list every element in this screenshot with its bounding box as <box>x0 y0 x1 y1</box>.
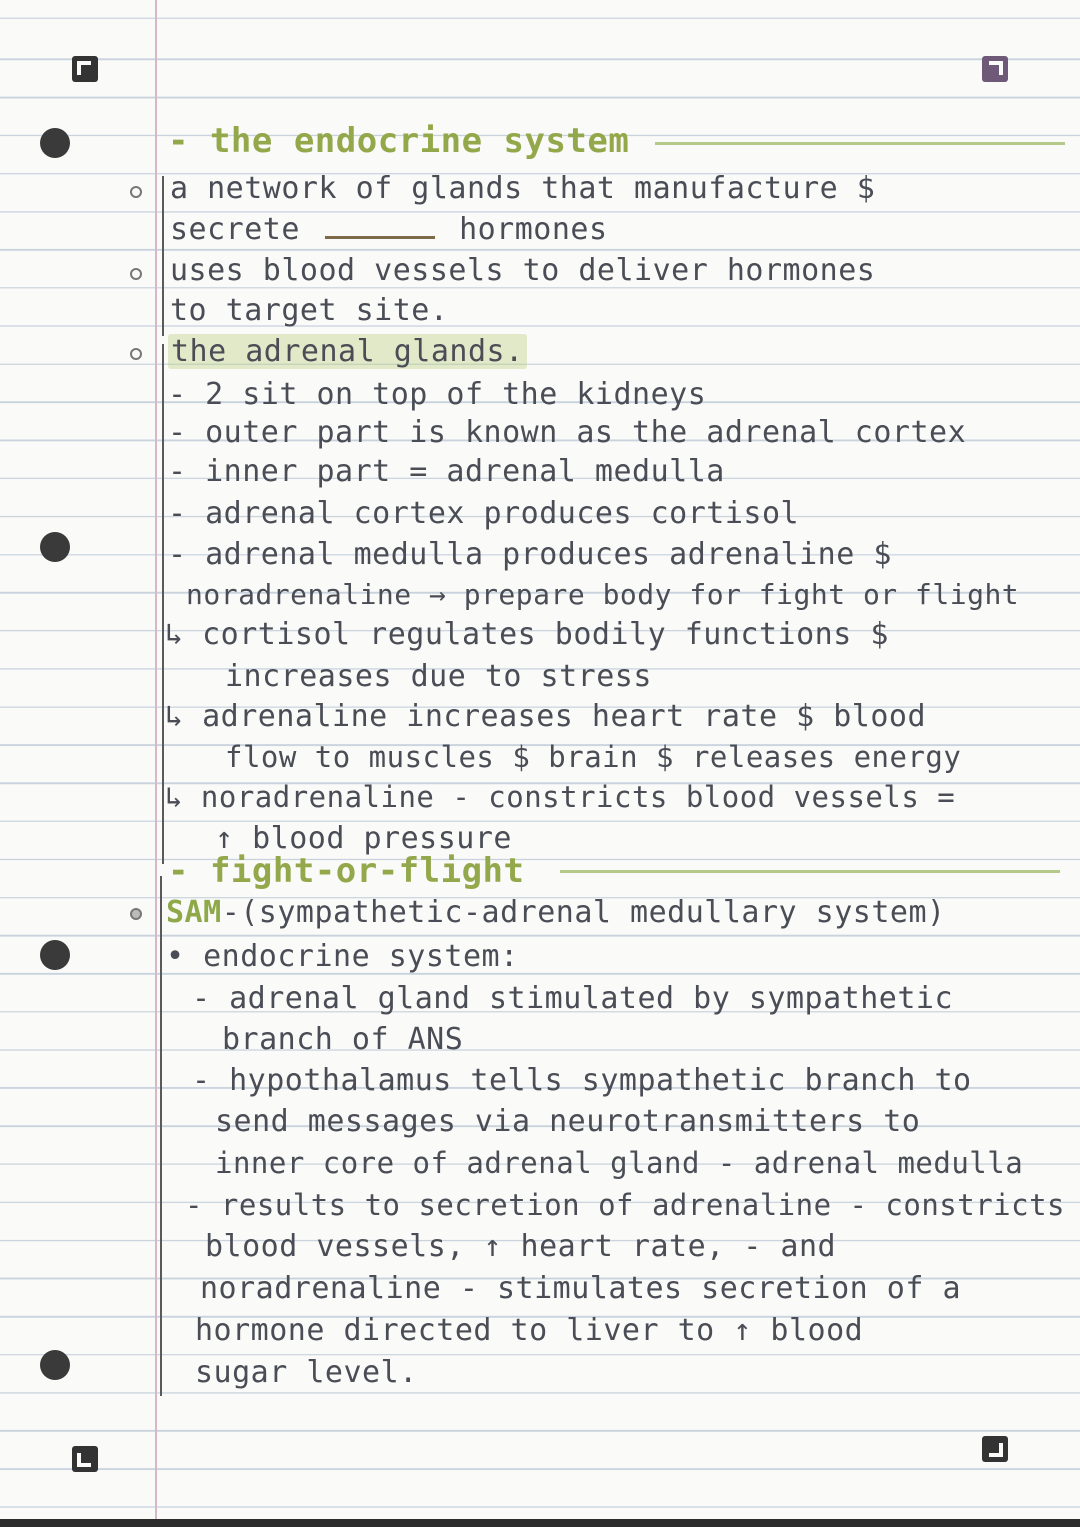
note-text: -(sympathetic-adrenal medullary system) <box>221 895 946 930</box>
note-line <box>170 213 608 247</box>
note-line: ↳ cortisol regulates bodily functions $ <box>165 617 889 652</box>
note-line: send messages via neurotransmitters to <box>215 1104 921 1139</box>
note-text: hormones <box>459 212 608 247</box>
sam-label: SAM <box>166 895 222 930</box>
heading-endocrine-system: - the endocrine system <box>168 121 630 161</box>
note-line: blood vessels, ↑ heart rate, - and <box>205 1229 837 1264</box>
note-line: - adrenal cortex produces cortisol <box>168 496 800 531</box>
note-line: • endocrine system: <box>166 939 519 974</box>
scribble-mark <box>325 222 435 239</box>
note-line: to target site. <box>170 293 449 328</box>
note-line: inner core of adrenal gland - adrenal medulla <box>215 1146 1024 1180</box>
note-line <box>166 896 946 930</box>
note-line: - adrenal medulla produces adrenaline $ <box>168 537 892 572</box>
note-line: ↳ adrenaline increases heart rate $ blood <box>165 699 927 734</box>
note-line: branch of ANS <box>222 1022 464 1057</box>
note-line: - inner part = adrenal medulla <box>168 454 725 489</box>
note-line: ↳ noradrenaline - constricts blood vessels = <box>165 780 956 814</box>
note-line: flow to muscles $ brain $ releases energy <box>225 740 962 774</box>
highlighted-text: the adrenal glands. <box>168 334 527 369</box>
subheading-adrenal-glands <box>168 335 527 369</box>
note-line: - outer part is known as the adrenal cortex <box>168 415 967 450</box>
page-bottom-edge <box>0 1519 1080 1527</box>
note-line: a network of glands that manufacture $ <box>170 171 876 206</box>
heading-fight-or-flight: - fight-or-flight <box>168 851 525 891</box>
note-line: - adrenal gland stimulated by sympathetic <box>192 981 954 1016</box>
note-line: hormone directed to liver to ↑ blood <box>195 1313 864 1348</box>
note-line: - results to secretion of adrenaline - constricts <box>185 1188 1066 1222</box>
note-line: - 2 sit on top of the kidneys <box>168 377 707 412</box>
note-line: uses blood vessels to deliver hormones <box>170 253 876 288</box>
note-line: ↑ blood pressure <box>215 821 512 856</box>
note-line: noradrenaline - stimulates secretion of a <box>200 1271 962 1306</box>
note-line: sugar level. <box>195 1355 418 1390</box>
note-line: increases due to stress <box>225 659 652 694</box>
note-line: noradrenaline → prepare body for fight or flight <box>186 578 1020 611</box>
note-text: secrete <box>170 212 300 247</box>
note-line: - hypothalamus tells sympathetic branch to <box>192 1063 972 1098</box>
